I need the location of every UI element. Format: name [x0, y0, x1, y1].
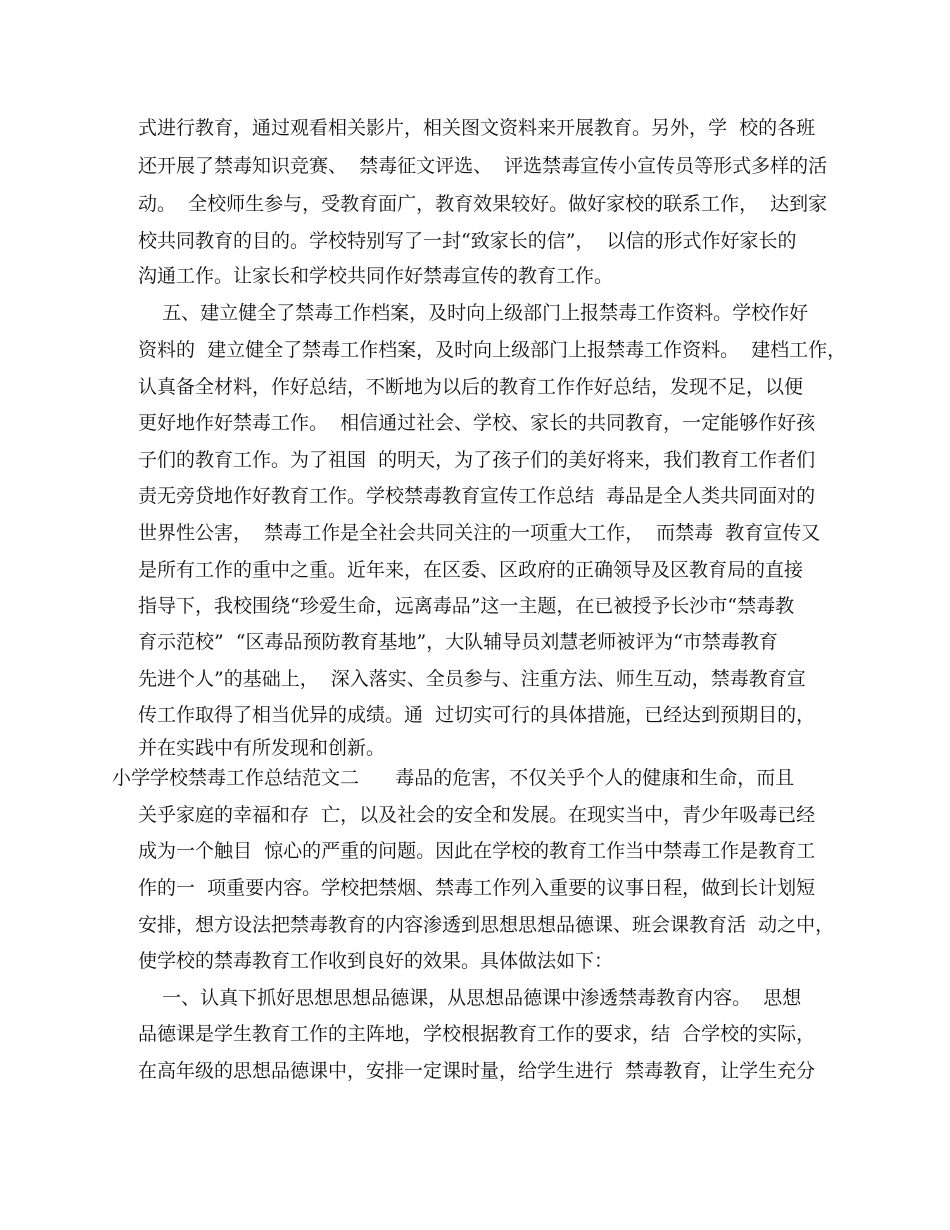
text-line: 责无旁贷地作好教育工作。学校禁毒教育宣传工作总结 毒品是全人类共同面对的 — [138, 485, 816, 507]
text-line: 世界性公害， 禁毒工作是全社会共同关注的一项重大工作， 而禁毒 教育宣传又 — [138, 522, 821, 544]
text-line: 还开展了禁毒知识竞赛、 禁毒征文评选、 评选禁毒宣传小宣传员等形式多样的活 — [138, 155, 828, 177]
text-line: 五、建立健全了禁毒工作档案，及时向上级部门上报禁毒工作资料。学校作好 — [138, 302, 809, 324]
text-line: 成为一个触目 惊心的严重的问题。因此在学校的教育工作当中禁毒工作是教育工 — [138, 840, 816, 862]
text-line: 更好地作好禁毒工作。 相信通过社会、学校、家长的共同教育，一定能够作好孩 — [138, 412, 816, 434]
text-line: 使学校的禁毒教育工作收到良好的效果。具体做法如下： — [138, 950, 614, 972]
text-line: 作的一 项重要内容。学校把禁烟、禁毒工作列入重要的议事日程，做到长计划短 — [138, 877, 816, 899]
text-line: 沟通工作。让家长和学校共同作好禁毒宣传的教育工作。 — [138, 265, 614, 287]
text-line: 安排，想方设法把禁毒教育的内容渗透到思想思想品德课、班会课教育活 动之中， — [138, 914, 835, 936]
text-line: 认真备全材料，作好总结，不断地为以后的教育工作作好总结，发现不足，以便 — [138, 376, 804, 398]
text-line: 并在实践中有所发现和创新。 — [138, 737, 386, 759]
text-line: 资料的 建立健全了禁毒工作档案，及时向上级部门上报禁毒工作资料。 建档工作， — [138, 339, 847, 361]
text-line: 关乎家庭的幸福和存 亡，以及社会的安全和发展。在现实当中，青少年吸毒已经 — [138, 804, 816, 826]
section-heading-line: 小学学校禁毒工作总结范文二 毒品的危害，不仅关乎个人的健康和生命，而且 — [112, 767, 795, 789]
text-line: 育示范校” “区毒品预防教育基地”，大队辅导员刘慧老师被评为“市禁毒教育 — [138, 631, 778, 653]
text-line: 品德课是学生教育工作的主阵地，学校根据教育工作的要求，结 合学校的实际， — [138, 1023, 816, 1045]
text-line: 子们的教育工作。为了祖国 的明天，为了孩子们的美好将来，我们教育工作者们 — [138, 449, 816, 471]
text-line: 式进行教育，通过观看相关影片，相关图文资料来开展教育。另外，学 校的各班 — [138, 117, 816, 139]
text-line: 先进个人”的基础上， 深入落实、全员参与、注重方法、师生互动，禁毒教育宣 — [138, 668, 806, 690]
text-line: 校共同教育的目的。学校特别写了一封“致家长的信”， 以信的形式作好家长的 — [138, 230, 797, 252]
text-line: 是所有工作的重中之重。近年来，在区委、区政府的正确领导及区教育局的直接 — [138, 559, 804, 581]
text-line: 动。 全校师生参与，受教育面广，教育效果较好。做好家校的联系工作， 达到家 — [138, 193, 828, 215]
text-line: 在高年级的思想品德课中，安排一定课时量，给学生进行 禁毒教育，让学生充分 — [138, 1060, 816, 1082]
text-line: 一、认真下抓好思想思想品德课，从思想品德课中渗透禁毒教育内容。 思想 — [138, 987, 802, 1009]
text-line: 传工作取得了相当优异的成绩。通 过切实可行的具体措施，已经达到预期目的， — [138, 704, 816, 726]
text-line: 指导下，我校围绕“珍爱生命，远离毒品”这一主题，在已被授予长沙市“禁毒教 — [138, 595, 795, 617]
